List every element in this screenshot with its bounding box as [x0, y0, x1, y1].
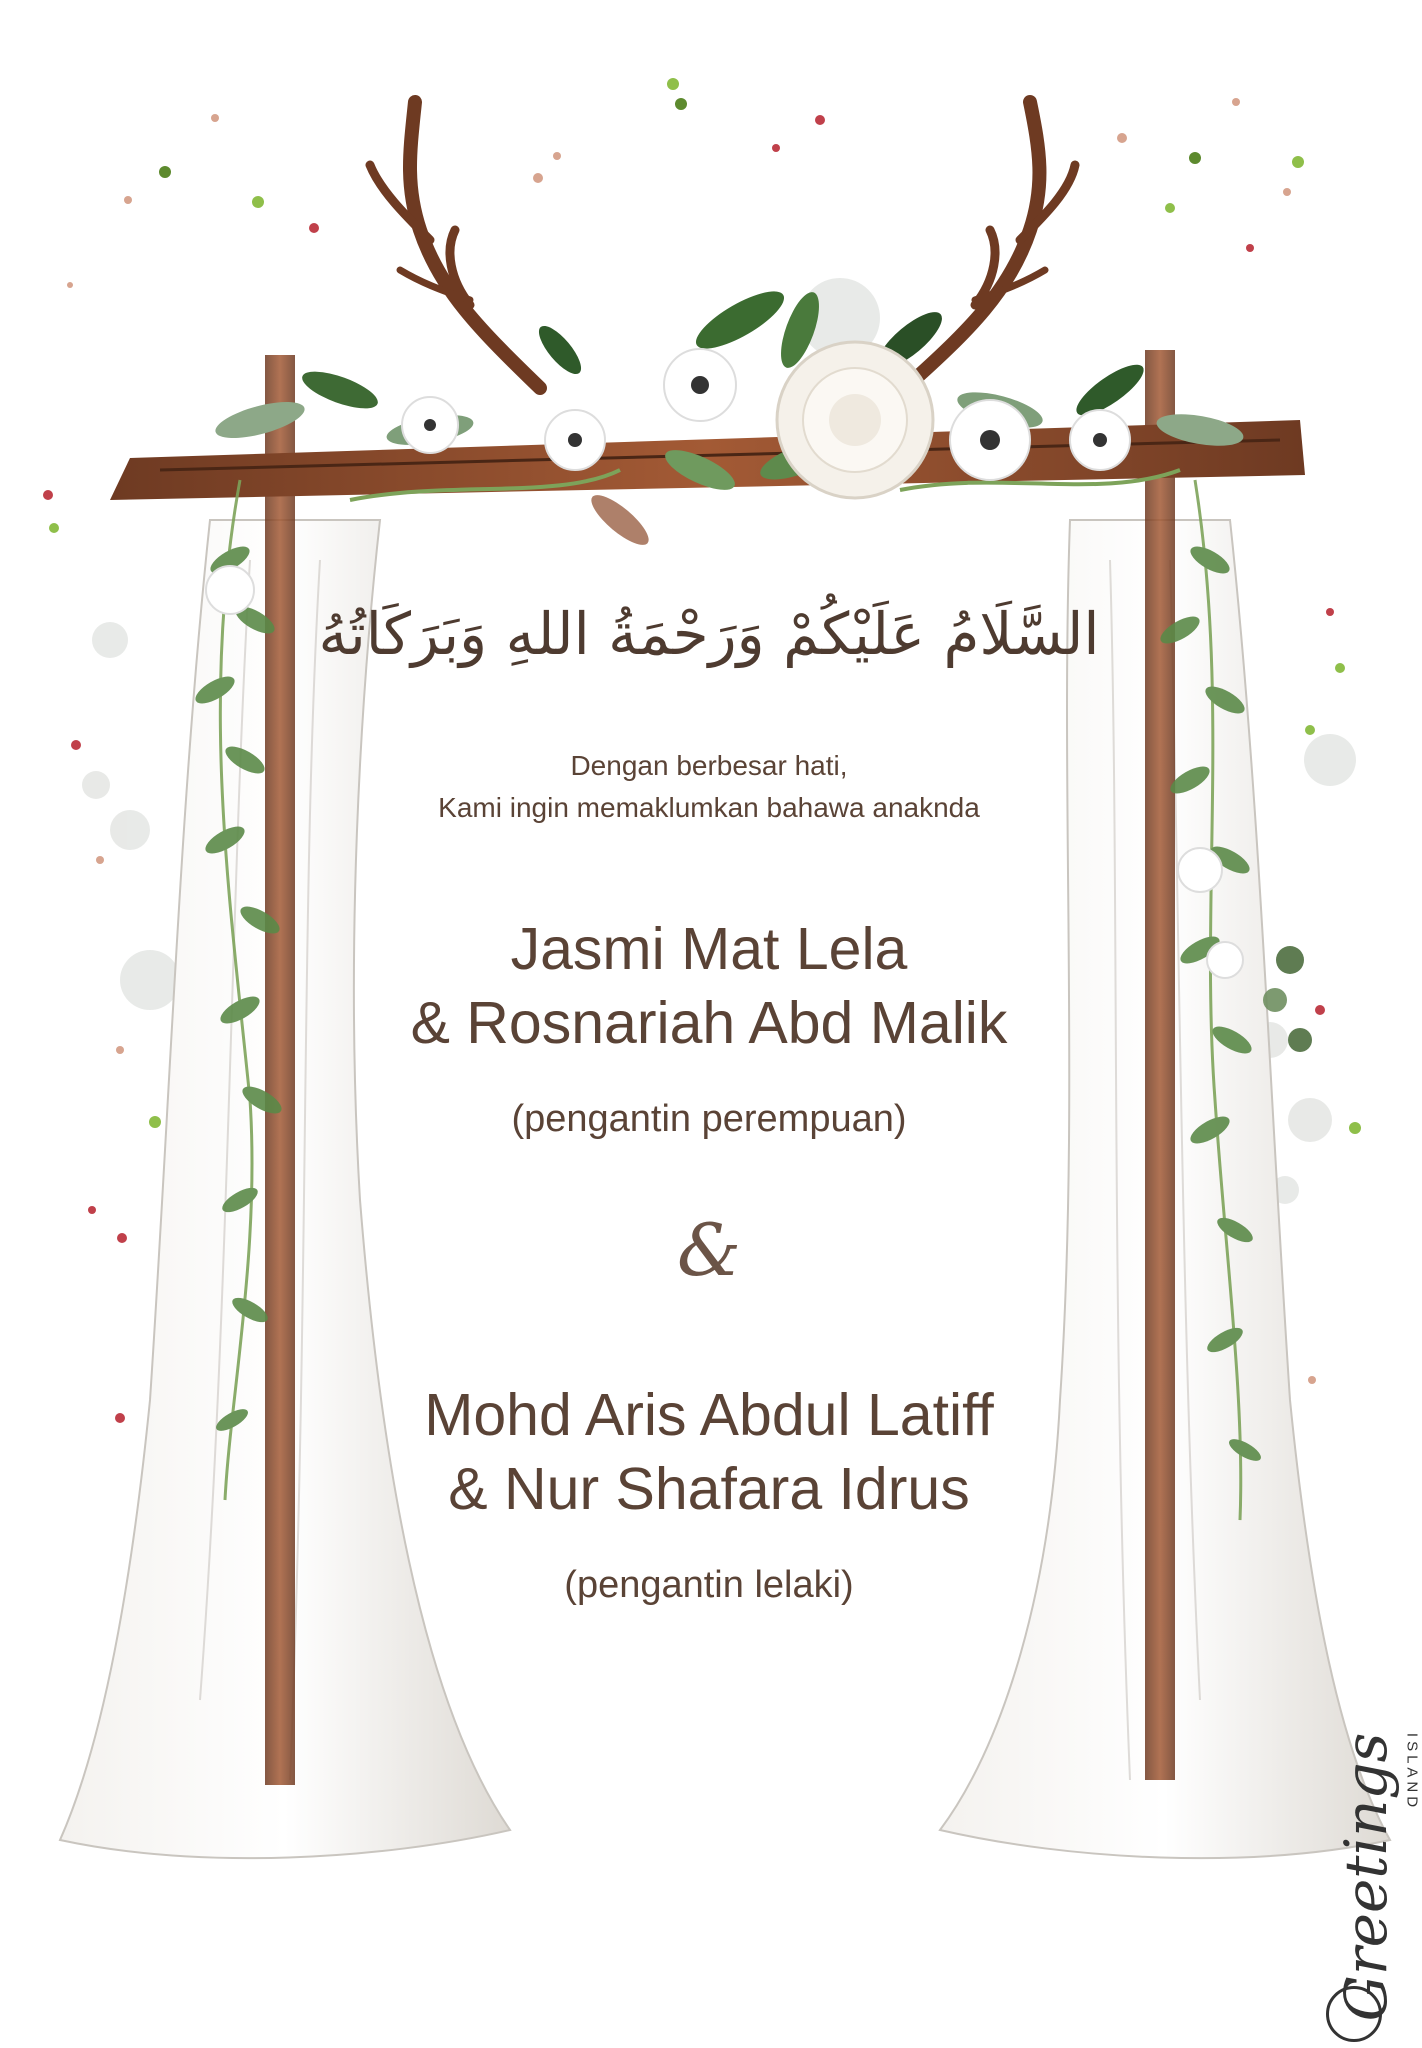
- groom-parents-names: [0, 1378, 1418, 1526]
- logo-subtitle: ISLAND: [1403, 1732, 1421, 1812]
- intro-line-1: Dengan berbesar hati,: [570, 750, 848, 781]
- arabic-greeting: السَّلَامُ عَلَيْكُمْ وَرَحْمَةُ اللهِ وَبَرَكَاتُهُ: [318, 600, 1100, 668]
- groom-role-label: (pengantin lelaki): [564, 1564, 854, 1606]
- bride-role-label: (pengantin perempuan): [511, 1098, 907, 1140]
- ampersand-ornament: &: [676, 1208, 742, 1292]
- greetings-island-logo: [1316, 1712, 1421, 2042]
- intro-line-2: Kami ingin memaklumkan bahawa anaknda: [438, 792, 980, 823]
- groom-mother-name: & Nur Shafara Idrus: [448, 1456, 970, 1522]
- bride-parents-names: [0, 912, 1418, 1060]
- logo-circle-icon: [1326, 1986, 1382, 2042]
- intro-text: [0, 745, 1418, 829]
- groom-father-name: Mohd Aris Abdul Latiff: [424, 1382, 994, 1448]
- drapes: [60, 520, 1390, 1858]
- bride-mother-name: & Rosnariah Abd Malik: [410, 990, 1008, 1056]
- bride-father-name: Jasmi Mat Lela: [510, 916, 908, 982]
- logo-wordmark: Greetings: [1332, 1732, 1400, 2022]
